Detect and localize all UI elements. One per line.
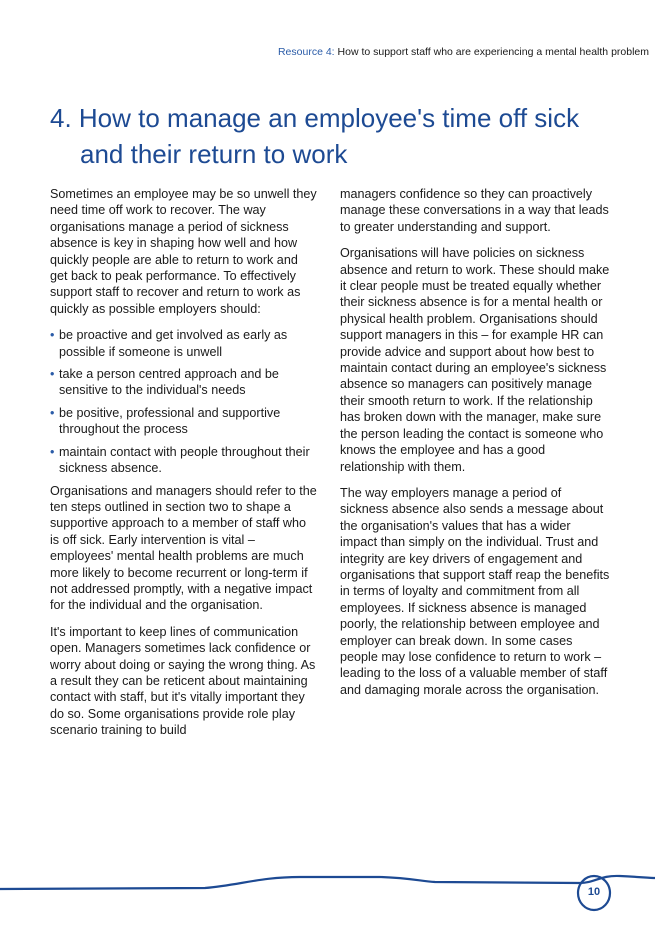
bullet-list — [50, 327, 318, 476]
list-item-text: take a person centred approach and be sensitive to the individual's needs — [59, 367, 279, 398]
list-item — [50, 405, 318, 438]
running-header — [278, 46, 649, 58]
paragraph: managers confidence so they can proactively manage these conversations in a way that leads to greater understanding and support. — [340, 187, 609, 234]
title-line-2: and their return to work — [80, 139, 348, 169]
bullet-icon: • — [50, 405, 55, 420]
resource-label: Resource 4: — [277, 46, 335, 58]
list-item — [50, 444, 318, 477]
title-line-1: 4. How to manage an employee's time off sick — [50, 103, 580, 133]
paragraph: The way employers manage a period of sickness absence also sends a message about the organisation's values that has a wider impact than simply on the individual. Trust and integrity are key drivers of engagement and organisations that support staff reap the benefits in terms of loyalty and commitment from all employees. If sickness absence is managed poorly, the relationship between employee and employer can break down. In some cases people may lose confidence to return to work – leading to the loss of a valuable member of staff and damaging morale across the organisation. — [340, 485, 610, 697]
paragraph: Sometimes an employee may be so unwell they need time off work to recover. The way organisations manage a period of sickness absence is key in shaping how well and how quickly people are able to return to work and get back to peak performance. To effectively support staff to recover and return to work as quickly as possible employers should: — [50, 187, 317, 316]
body-columns — [50, 186, 610, 749]
bullet-icon: • — [50, 367, 55, 382]
resource-title: How to support staff who are experiencing a mental health problem — [337, 46, 649, 58]
bullet-icon: • — [50, 328, 55, 343]
paragraph: Organisations and managers should refer to the ten steps outlined in section two to shape a supportive approach to a member of staff who is off sick. Early intervention is vital – employees' mental health problems are much more likely to become recurrent or long-term if not addressed promptly, with a negative impact for the individual and the organisation. — [50, 483, 317, 613]
main-content — [50, 100, 610, 749]
right-column — [340, 186, 610, 708]
list-item-text: be proactive and get involved as early as possible if someone is unwell — [59, 328, 288, 359]
list-item — [50, 327, 318, 360]
bullet-icon: • — [50, 444, 55, 459]
list-item — [50, 366, 318, 399]
footer-wave-line — [0, 840, 655, 927]
list-item-text: be positive, professional and supportive throughout the process — [59, 405, 281, 437]
paragraph: Organisations will have policies on sickness absence and return to work. These should make it clear people must be treated equally whether their sickness absence is for a mental health or physical health problem. Organisations should support managers in this – for example HR can provide advice and support about how best to maintain contact during an employee's sickness absence so managers can positively manage their smooth return to work. If the relationship has broken down with the manager, make sure the person leading the contact is someone who knows the employee and has a good relationship with them. — [340, 246, 610, 474]
paragraph: It's important to keep lines of communication open. Managers sometimes lack confidence or worry about doing or saying the wrong thing. As a result they can be reticent about maintaining contact with staff, but it's vitally important they do so. Some organisations provide role play scenario training to build — [50, 624, 316, 738]
page-number: 10 — [587, 886, 601, 898]
left-column — [50, 186, 318, 749]
list-item-text: maintain contact with people throughout their sickness absence. — [59, 444, 310, 476]
page-title — [50, 100, 610, 172]
